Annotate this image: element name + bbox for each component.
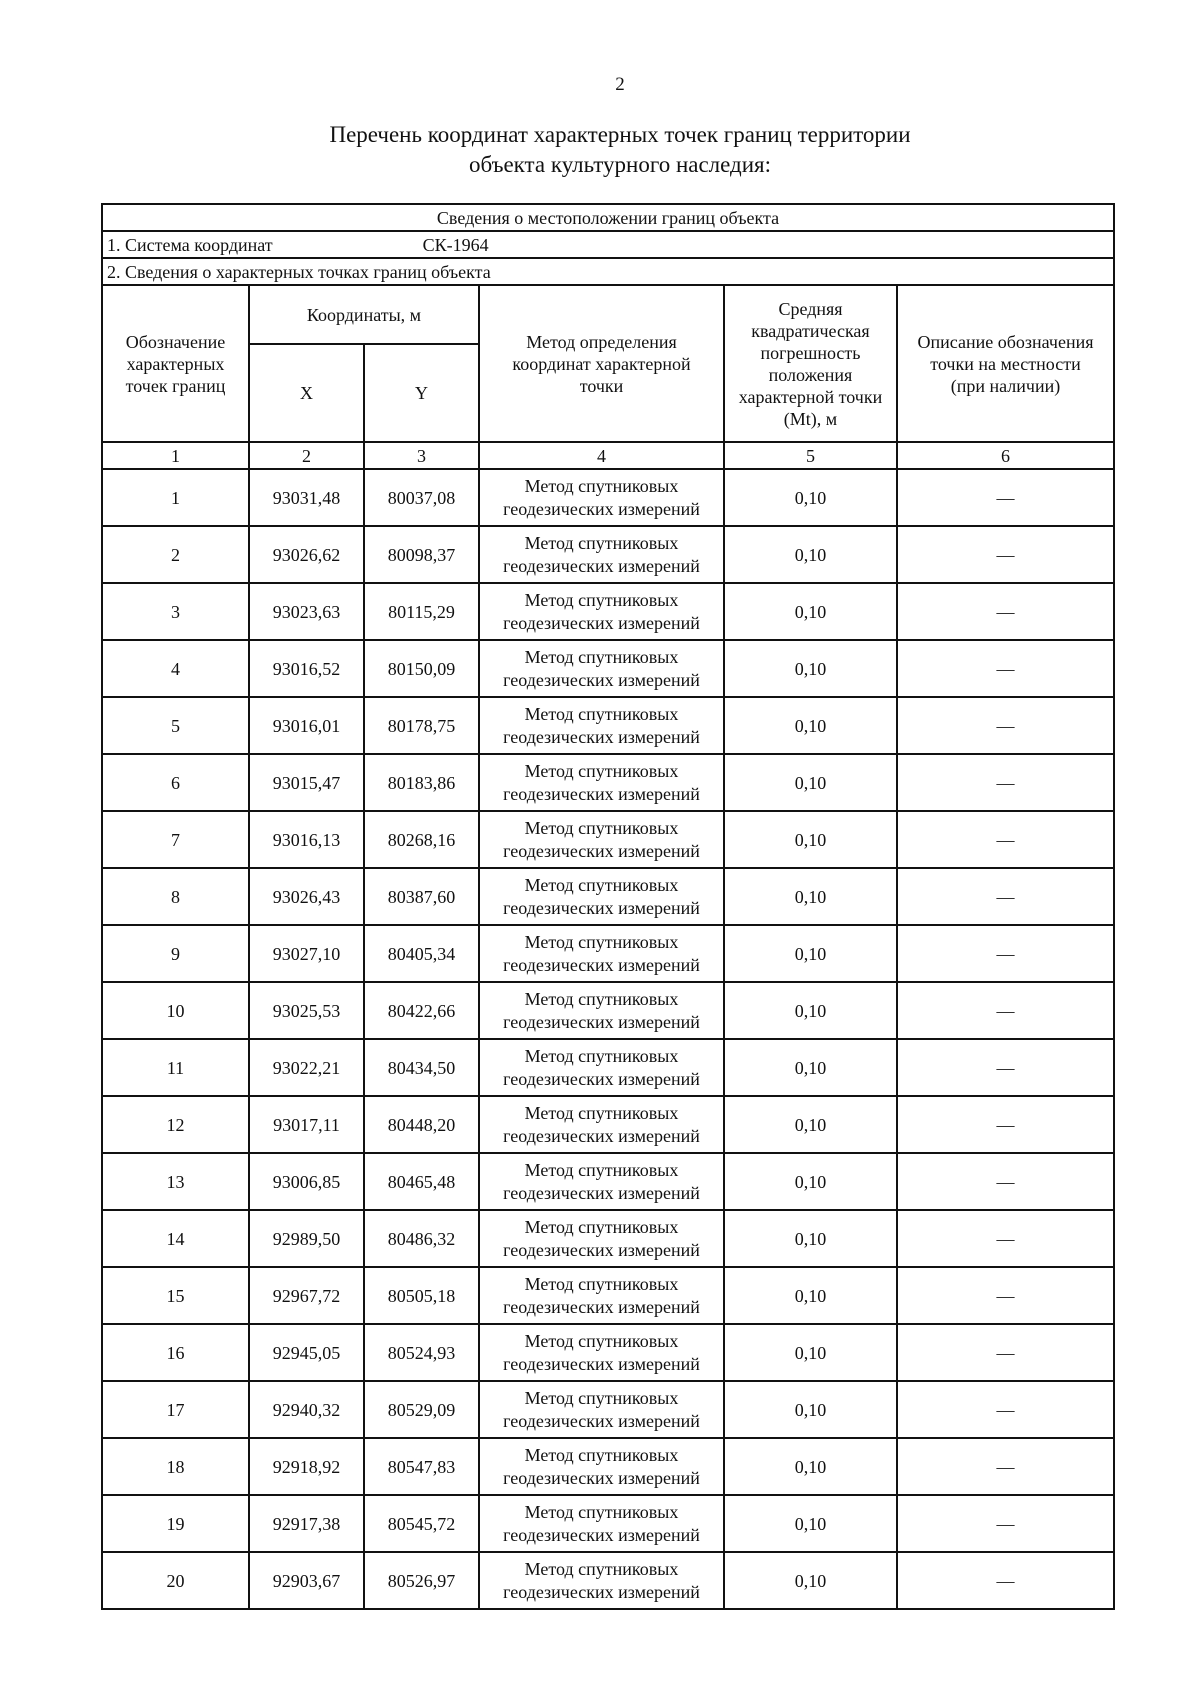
method-line-2: геодезических измерений [503, 1467, 700, 1488]
point-description: — [897, 1495, 1114, 1552]
coord-y: 80098,37 [364, 526, 479, 583]
method-line-1: Метод спутниковых [524, 1045, 679, 1066]
column-number: 3 [364, 442, 479, 469]
table-row [102, 1552, 1114, 1609]
table-row [102, 811, 1114, 868]
table-row [102, 640, 1114, 697]
point-number: 9 [102, 925, 249, 982]
point-description: — [897, 1267, 1114, 1324]
coord-y: 80526,97 [364, 1552, 479, 1609]
method-line-2: геодезических измерений [503, 1524, 700, 1545]
point-number: 1 [102, 469, 249, 526]
table-row [102, 1381, 1114, 1438]
mean-square-error: 0,10 [724, 1324, 897, 1381]
column-number: 6 [897, 442, 1114, 469]
method-cell [479, 1552, 724, 1609]
coordinate-system-label: 1. Система координат [107, 234, 273, 255]
method-cell [479, 1096, 724, 1153]
table-row [102, 697, 1114, 754]
column-number: 5 [724, 442, 897, 469]
method-line-2: геодезических измерений [503, 1011, 700, 1032]
table-row [102, 754, 1114, 811]
method-line-1: Метод спутниковых [524, 589, 679, 610]
point-number: 6 [102, 754, 249, 811]
method-line-2: геодезических измерений [503, 1353, 700, 1374]
coord-x: 93023,63 [249, 583, 364, 640]
mean-square-error: 0,10 [724, 1552, 897, 1609]
col-header-y: Y [364, 344, 479, 442]
table-row [102, 1096, 1114, 1153]
table-row [102, 469, 1114, 526]
method-line-1: Метод спутниковых [524, 1159, 679, 1180]
table-row [102, 868, 1114, 925]
point-description: — [897, 925, 1114, 982]
method-line-1: Метод спутниковых [524, 532, 679, 553]
method-line-2: геодезических измерений [503, 783, 700, 804]
method-line-2: геодезических измерений [503, 897, 700, 918]
mean-square-error: 0,10 [724, 1438, 897, 1495]
method-line-2: геодезических измерений [503, 840, 700, 861]
table-row [102, 1438, 1114, 1495]
coord-x: 93015,47 [249, 754, 364, 811]
point-description: — [897, 469, 1114, 526]
point-number: 8 [102, 868, 249, 925]
point-number: 17 [102, 1381, 249, 1438]
point-number: 10 [102, 982, 249, 1039]
point-description: — [897, 1381, 1114, 1438]
method-line-1: Метод спутниковых [524, 1273, 679, 1294]
method-line-1: Метод спутниковых [524, 703, 679, 724]
mean-square-error: 0,10 [724, 1039, 897, 1096]
point-number: 20 [102, 1552, 249, 1609]
mean-square-error: 0,10 [724, 583, 897, 640]
method-line-2: геодезических измерений [503, 1182, 700, 1203]
point-description: — [897, 1153, 1114, 1210]
method-cell [479, 868, 724, 925]
coord-y: 80037,08 [364, 469, 479, 526]
method-line-2: геодезических измерений [503, 498, 700, 519]
method-line-1: Метод спутниковых [524, 475, 679, 496]
coord-y: 80268,16 [364, 811, 479, 868]
method-line-1: Метод спутниковых [524, 874, 679, 895]
point-number: 12 [102, 1096, 249, 1153]
method-cell [479, 1438, 724, 1495]
coordinate-system-value: СК-1964 [422, 234, 489, 255]
mean-square-error: 0,10 [724, 697, 897, 754]
point-description: — [897, 1552, 1114, 1609]
method-cell [479, 526, 724, 583]
point-number: 19 [102, 1495, 249, 1552]
point-number: 11 [102, 1039, 249, 1096]
method-line-1: Метод спутниковых [524, 1501, 679, 1522]
coord-x: 92918,92 [249, 1438, 364, 1495]
method-cell [479, 1267, 724, 1324]
method-cell [479, 754, 724, 811]
coord-x: 93016,01 [249, 697, 364, 754]
coord-y: 80465,48 [364, 1153, 479, 1210]
column-number: 1 [102, 442, 249, 469]
document-title [0, 120, 1200, 180]
method-line-1: Метод спутниковых [524, 1102, 679, 1123]
method-line-1: Метод спутниковых [524, 1558, 679, 1579]
point-number: 18 [102, 1438, 249, 1495]
point-description: — [897, 982, 1114, 1039]
point-number: 14 [102, 1210, 249, 1267]
coordinates-table [101, 203, 1115, 1610]
point-description: — [897, 811, 1114, 868]
method-line-1: Метод спутниковых [524, 760, 679, 781]
method-line-2: геодезических измерений [503, 669, 700, 690]
coord-x: 93017,11 [249, 1096, 364, 1153]
method-line-1: Метод спутниковых [524, 1330, 679, 1351]
mean-square-error: 0,10 [724, 1267, 897, 1324]
method-line-1: Метод спутниковых [524, 931, 679, 952]
method-line-2: геодезических измерений [503, 555, 700, 576]
method-line-1: Метод спутниковых [524, 817, 679, 838]
mean-square-error: 0,10 [724, 811, 897, 868]
table-main-header: Сведения о местоположении границ объекта [102, 204, 1114, 231]
point-description: — [897, 1438, 1114, 1495]
point-number: 3 [102, 583, 249, 640]
mean-square-error: 0,10 [724, 868, 897, 925]
table-row [102, 1039, 1114, 1096]
coord-x: 92940,32 [249, 1381, 364, 1438]
method-line-1: Метод спутниковых [524, 988, 679, 1009]
table-row [102, 1210, 1114, 1267]
method-line-1: Метод спутниковых [524, 646, 679, 667]
coord-x: 93022,21 [249, 1039, 364, 1096]
coord-y: 80505,18 [364, 1267, 479, 1324]
column-number: 2 [249, 442, 364, 469]
col-header-designation: Обозначение характерных точек границ [102, 285, 249, 442]
coord-y: 80545,72 [364, 1495, 479, 1552]
coord-x: 93031,48 [249, 469, 364, 526]
coord-y: 80547,83 [364, 1438, 479, 1495]
coord-x: 92989,50 [249, 1210, 364, 1267]
method-cell [479, 1210, 724, 1267]
table-row [102, 1324, 1114, 1381]
point-description: — [897, 526, 1114, 583]
method-line-2: геодезических измерений [503, 1581, 700, 1602]
point-description: — [897, 754, 1114, 811]
point-description: — [897, 1039, 1114, 1096]
coord-y: 80387,60 [364, 868, 479, 925]
point-number: 4 [102, 640, 249, 697]
column-number: 4 [479, 442, 724, 469]
mean-square-error: 0,10 [724, 1210, 897, 1267]
method-cell [479, 1495, 724, 1552]
method-cell [479, 1381, 724, 1438]
point-description: — [897, 583, 1114, 640]
coord-y: 80178,75 [364, 697, 479, 754]
point-number: 7 [102, 811, 249, 868]
col-header-error: Средняя квадратическая погрешность положения характерной точки (Mt), м [724, 285, 897, 442]
method-line-2: геодезических измерений [503, 954, 700, 975]
method-line-2: геодезических измерений [503, 1239, 700, 1260]
coord-x: 93006,85 [249, 1153, 364, 1210]
coord-y: 80524,93 [364, 1324, 479, 1381]
page-number: 2 [615, 74, 625, 95]
table-row [102, 1495, 1114, 1552]
mean-square-error: 0,10 [724, 526, 897, 583]
coord-y: 80486,32 [364, 1210, 479, 1267]
method-line-2: геодезических измерений [503, 1296, 700, 1317]
col-header-coordinates: Координаты, м [249, 285, 479, 344]
table-row [102, 982, 1114, 1039]
method-cell [479, 811, 724, 868]
method-line-1: Метод спутниковых [524, 1387, 679, 1408]
mean-square-error: 0,10 [724, 1153, 897, 1210]
method-cell [479, 1153, 724, 1210]
point-description: — [897, 868, 1114, 925]
mean-square-error: 0,10 [724, 925, 897, 982]
method-line-2: геодезических измерений [503, 726, 700, 747]
point-number: 5 [102, 697, 249, 754]
table-row [102, 526, 1114, 583]
coordinate-system-row [102, 231, 1114, 258]
point-number: 2 [102, 526, 249, 583]
coord-y: 80183,86 [364, 754, 479, 811]
mean-square-error: 0,10 [724, 982, 897, 1039]
coord-x: 93016,52 [249, 640, 364, 697]
point-number: 15 [102, 1267, 249, 1324]
method-line-2: геодезических измерений [503, 1410, 700, 1431]
mean-square-error: 0,10 [724, 1381, 897, 1438]
mean-square-error: 0,10 [724, 469, 897, 526]
points-section-label: 2. Сведения о характерных точках границ объекта [102, 258, 1114, 285]
method-line-2: геодезических измерений [503, 1125, 700, 1146]
table-row [102, 925, 1114, 982]
coord-x: 92917,38 [249, 1495, 364, 1552]
coord-y: 80448,20 [364, 1096, 479, 1153]
method-cell [479, 1324, 724, 1381]
coord-y: 80405,34 [364, 925, 479, 982]
title-line-2: объекта культурного наследия: [468, 152, 772, 177]
method-cell [479, 697, 724, 754]
method-cell [479, 1039, 724, 1096]
mean-square-error: 0,10 [724, 754, 897, 811]
coord-x: 92967,72 [249, 1267, 364, 1324]
col-header-description: Описание обозначения точки на местности (при наличии) [897, 285, 1114, 442]
coord-y: 80529,09 [364, 1381, 479, 1438]
coord-x: 93025,53 [249, 982, 364, 1039]
method-cell [479, 583, 724, 640]
method-cell [479, 469, 724, 526]
coord-y: 80115,29 [364, 583, 479, 640]
point-description: — [897, 1210, 1114, 1267]
table-row [102, 583, 1114, 640]
coord-x: 93026,43 [249, 868, 364, 925]
point-description: — [897, 640, 1114, 697]
column-number-row [102, 442, 1114, 469]
mean-square-error: 0,10 [724, 640, 897, 697]
table-row [102, 1267, 1114, 1324]
method-line-2: геодезических измерений [503, 1068, 700, 1089]
method-cell [479, 925, 724, 982]
coord-x: 93027,10 [249, 925, 364, 982]
point-number: 13 [102, 1153, 249, 1210]
method-line-1: Метод спутниковых [524, 1444, 679, 1465]
point-description: — [897, 1096, 1114, 1153]
table-row [102, 1153, 1114, 1210]
title-line-1: Перечень координат характерных точек границ территории [329, 122, 911, 147]
mean-square-error: 0,10 [724, 1495, 897, 1552]
coord-x: 93026,62 [249, 526, 364, 583]
method-cell [479, 640, 724, 697]
method-cell [479, 982, 724, 1039]
coord-x: 93016,13 [249, 811, 364, 868]
coord-y: 80434,50 [364, 1039, 479, 1096]
method-line-1: Метод спутниковых [524, 1216, 679, 1237]
point-number: 16 [102, 1324, 249, 1381]
point-description: — [897, 1324, 1114, 1381]
col-header-x: X [249, 344, 364, 442]
coord-x: 92945,05 [249, 1324, 364, 1381]
coord-y: 80150,09 [364, 640, 479, 697]
coord-y: 80422,66 [364, 982, 479, 1039]
point-description: — [897, 697, 1114, 754]
method-line-2: геодезических измерений [503, 612, 700, 633]
col-header-method: Метод определения координат характерной точки [479, 285, 724, 442]
mean-square-error: 0,10 [724, 1096, 897, 1153]
coord-x: 92903,67 [249, 1552, 364, 1609]
